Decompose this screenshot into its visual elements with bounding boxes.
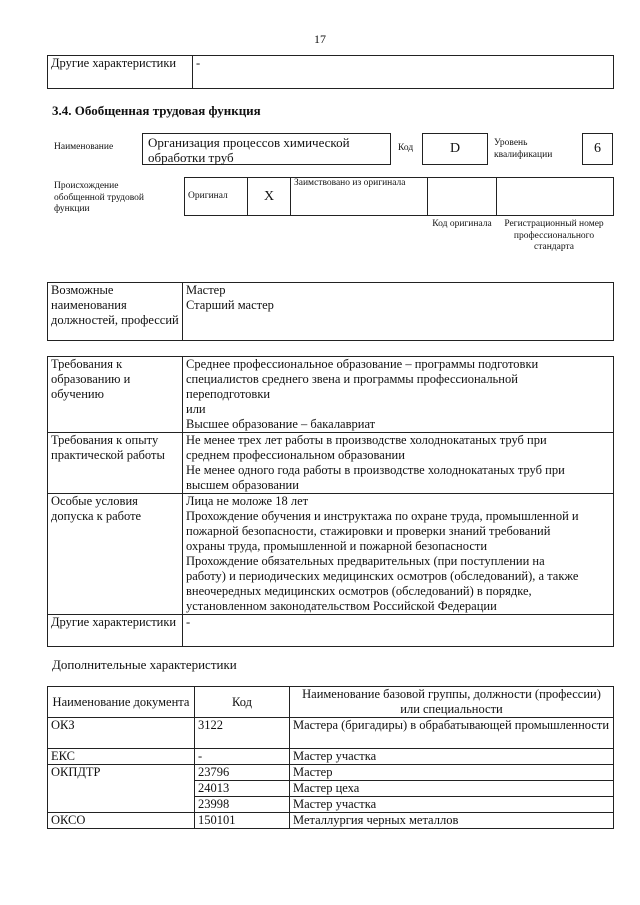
table-row bbox=[48, 749, 614, 765]
header-name: Наименование базовой группы, должности (профессии) или специальности bbox=[290, 687, 614, 718]
table-row bbox=[48, 813, 614, 829]
row-code: 23998 bbox=[195, 797, 290, 813]
page-number: 17 bbox=[314, 32, 326, 46]
position-item: Мастер bbox=[186, 283, 226, 297]
row-doc: ОКЗ bbox=[48, 718, 195, 749]
table-row bbox=[48, 718, 614, 749]
top-other-table bbox=[47, 55, 614, 89]
row-doc: ОКПДТР bbox=[48, 765, 195, 813]
row-code: 3122 bbox=[195, 718, 290, 749]
education-value: Среднее профессиональное образование – программы подготовки специалистов среднего звена и программы профессиональной переподготовки или Высшее образование – бакалавриат bbox=[183, 357, 614, 433]
original-label: Оригинал bbox=[185, 178, 248, 216]
other-characteristics-label: Другие характеристики bbox=[48, 615, 183, 647]
qualification-level-box: 6 bbox=[582, 133, 613, 165]
table-row bbox=[48, 765, 614, 781]
other-characteristics-value: - bbox=[183, 615, 614, 647]
row-code: 23796 bbox=[195, 765, 290, 781]
top-other-value: - bbox=[193, 56, 614, 89]
experience-label: Требования к опыту практической работы bbox=[48, 433, 183, 494]
special-conditions-label: Особые условия допуска к работе bbox=[48, 494, 183, 615]
origin-table bbox=[184, 177, 614, 216]
positions-values bbox=[183, 283, 614, 341]
level-label: Уровень квалификации bbox=[494, 138, 553, 160]
function-name-box: Организация процессов химической обработки труб bbox=[142, 133, 391, 165]
top-other-label: Другие характеристики bbox=[48, 56, 193, 89]
additional-table bbox=[47, 686, 614, 829]
row-name: Мастер участка bbox=[290, 797, 614, 813]
row-name: Мастер цеха bbox=[290, 781, 614, 797]
row-code: - bbox=[195, 749, 290, 765]
row-doc: ОКСО bbox=[48, 813, 195, 829]
positions-label: Возможные наименования должностей, профессий bbox=[48, 283, 183, 341]
experience-value: Не менее трех лет работы в производстве холоднокатаных труб при среднем профессиональном образовании Не менее одного года работы в производстве холоднокатаных труб при высшем образовании bbox=[183, 433, 614, 494]
original-mark: X bbox=[248, 178, 291, 216]
origin-label: Происхождение обобщенной трудовой функции bbox=[54, 181, 144, 214]
special-conditions-value: Лица не моложе 18 лет Прохождение обучения и инструктажа по охране труда, промышленной и пожарной безопасности, стажировки и проверки знаний требований охраны труда, промышленной и пожарной безопасности Прохождение обязательных предварительных (при поступлении на работу) и периодических медицинских осмотров (обследований), а также внеочередных медицинских осмотров (обследований) в порядке, установленном законодательством Российской Федерации bbox=[183, 494, 614, 615]
position-item: Старший мастер bbox=[186, 298, 274, 312]
positions-table bbox=[47, 282, 614, 341]
row-name: Мастер участка bbox=[290, 749, 614, 765]
code-label: Код bbox=[398, 143, 414, 153]
row-doc: ЕКС bbox=[48, 749, 195, 765]
additional-title: Дополнительные характеристики bbox=[52, 657, 237, 672]
section-title: 3.4. Обобщенная трудовая функция bbox=[52, 103, 261, 118]
row-name: Мастера (бригадиры) в обрабатывающей промышленности bbox=[290, 718, 614, 749]
borrowed-label: Заимствовано из оригинала bbox=[291, 178, 428, 216]
row-code: 24013 bbox=[195, 781, 290, 797]
education-label: Требования к образованию и обучению bbox=[48, 357, 183, 433]
name-label: Наименование bbox=[54, 142, 114, 152]
row-code: 150101 bbox=[195, 813, 290, 829]
row-name: Металлургия черных металлов bbox=[290, 813, 614, 829]
row-name: Мастер bbox=[290, 765, 614, 781]
code-original-caption: Код оригинала bbox=[432, 219, 492, 229]
requirements-table bbox=[47, 356, 614, 647]
function-code-box: D bbox=[422, 133, 488, 165]
header-code: Код bbox=[195, 687, 290, 718]
header-document: Наименование документа bbox=[48, 687, 195, 718]
registration-number-caption: Регистрационный номер профессионального стандарта bbox=[504, 219, 604, 252]
